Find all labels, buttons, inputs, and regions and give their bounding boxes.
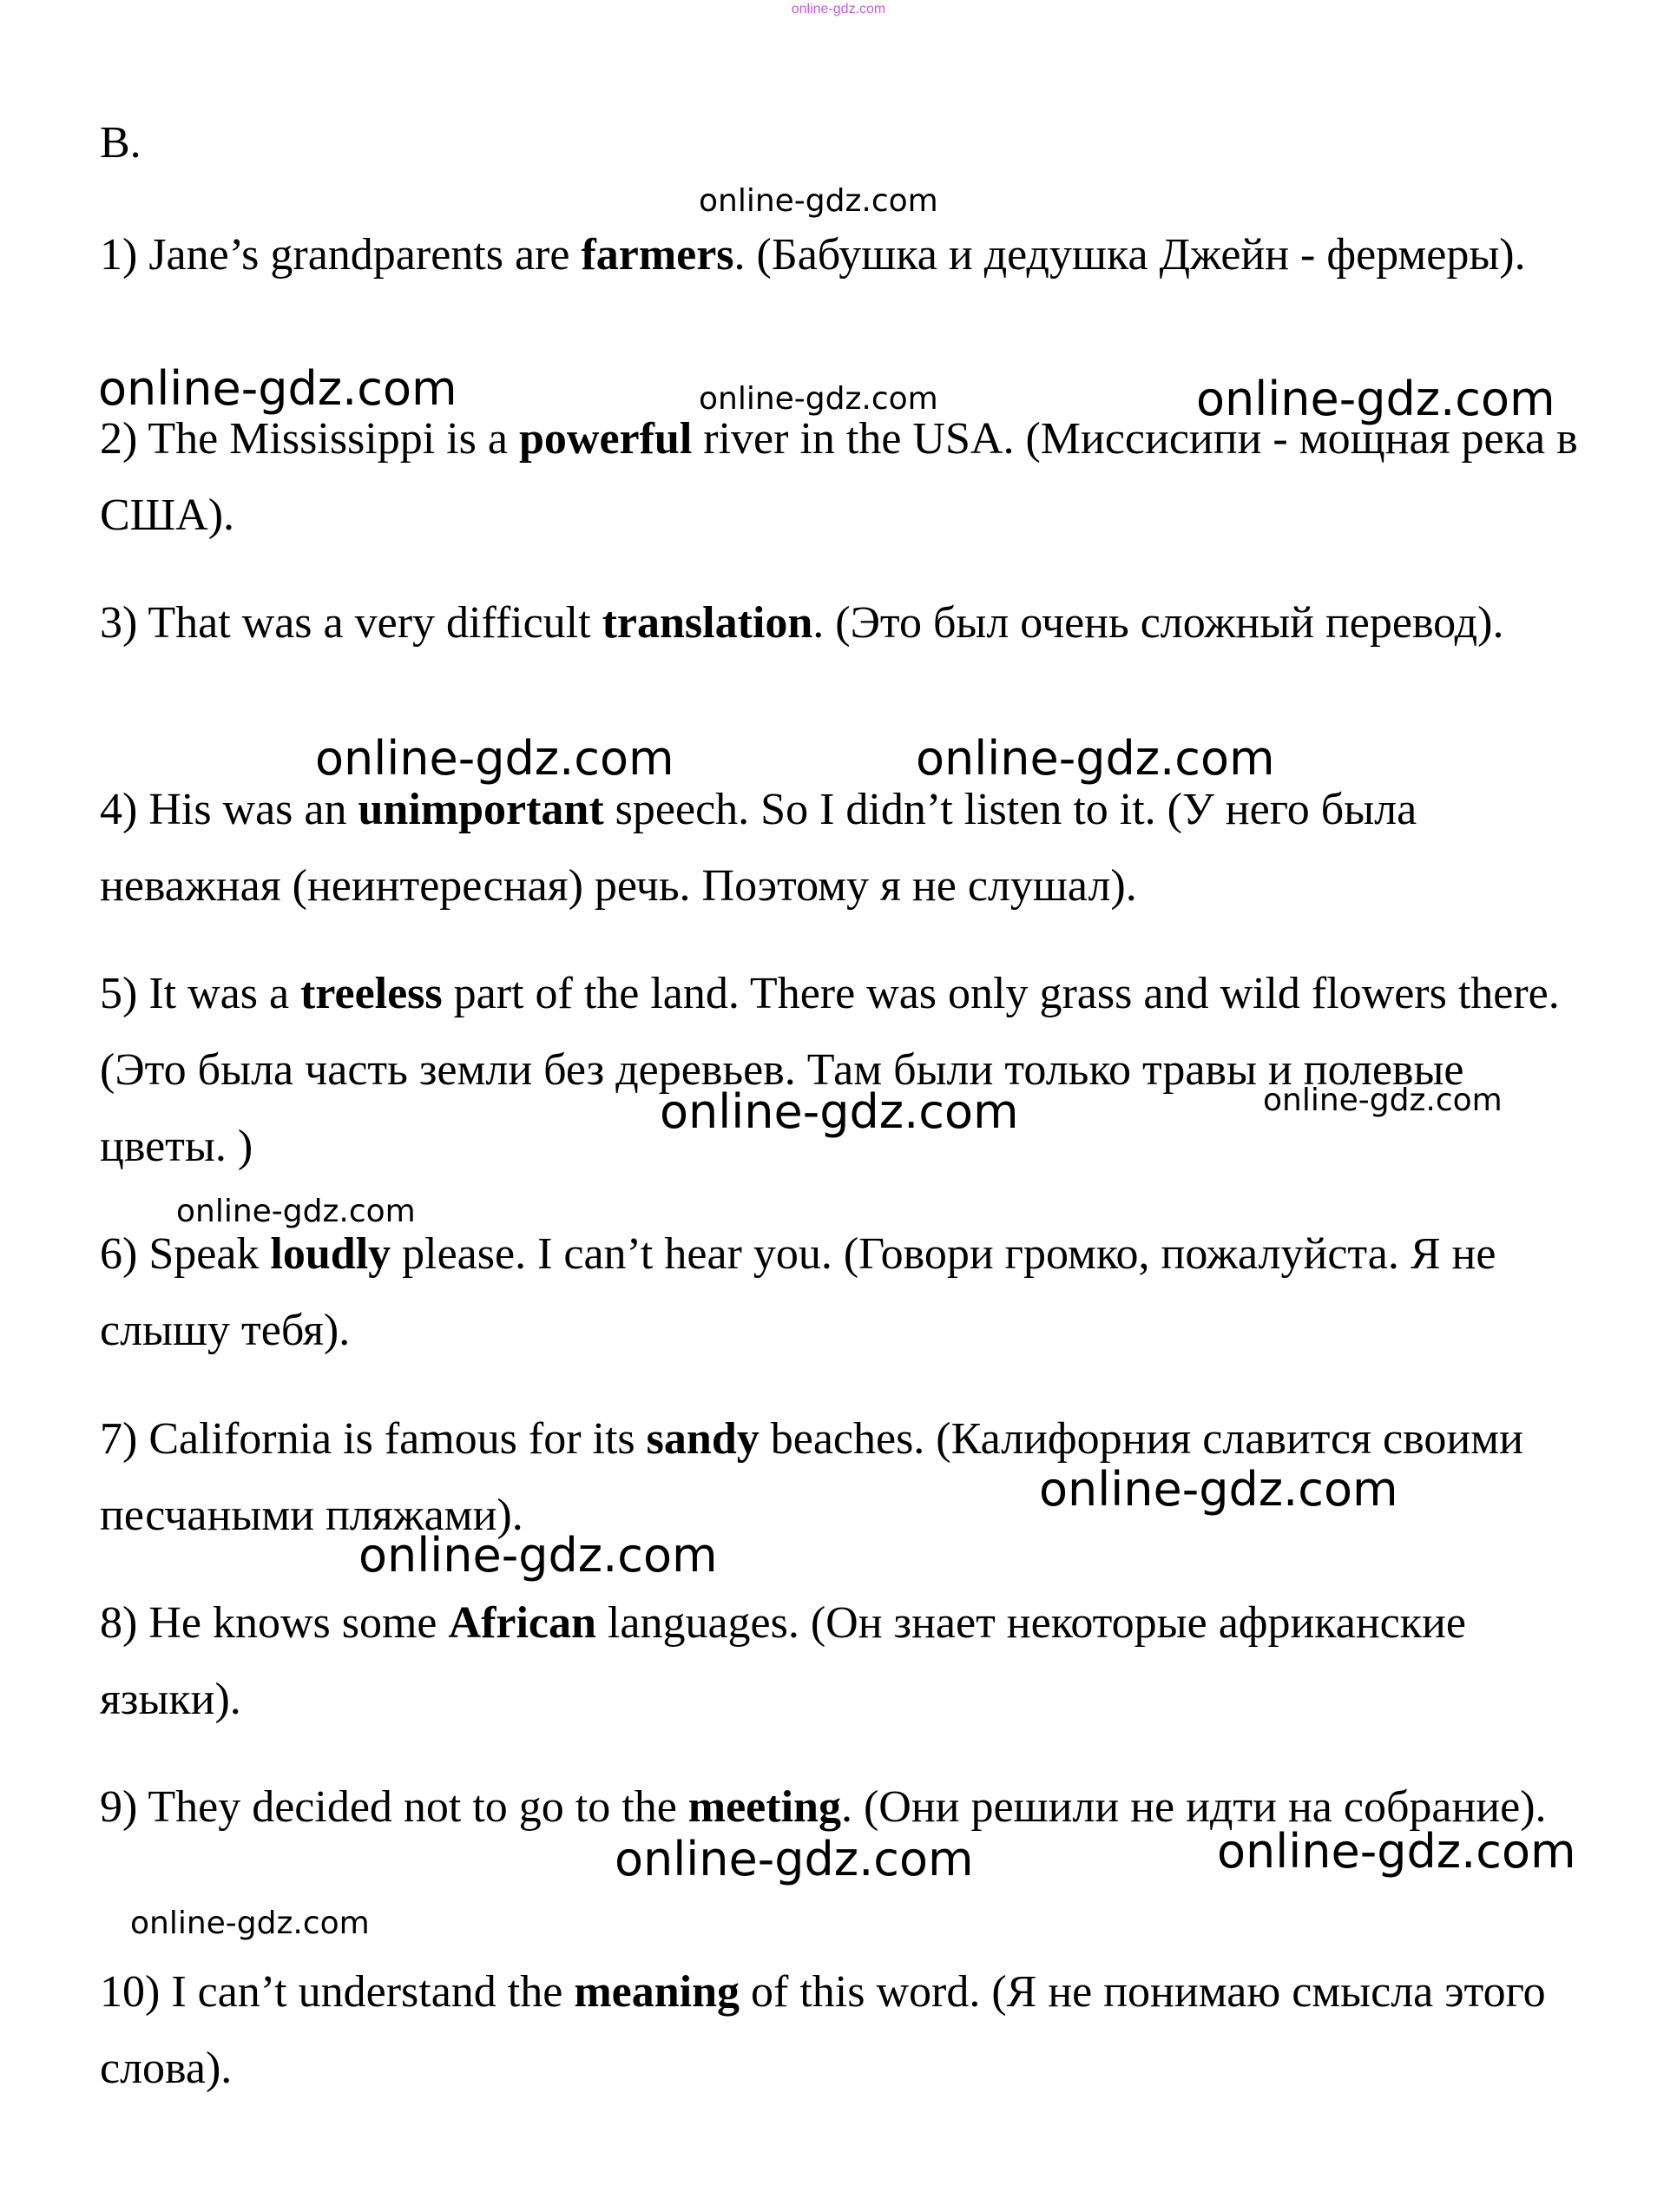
watermark: online-gdz.com [1039,1462,1398,1517]
list-item: 8) He knows some African languages. (Он знает некоторые африканские языки). [100,1598,1466,1724]
watermark: online-gdz.com [130,1906,370,1941]
list-item: 9) They decided not to go to the meeting. (Они решили не идти на собрание). [100,1782,1547,1832]
watermark: online-gdz.com [176,1194,416,1229]
watermark: online-gdz.com [315,731,674,786]
list-item: 5) It was a treeless part of the land. There was only grass and wild flowers there. (Это была часть земли без деревьев. Там были только травы и полевые цветы. ) [100,969,1560,1171]
watermark: online-gdz.com [615,1832,974,1886]
list-item: 6) Speak loudly please. I can’t hear you. (Говори громко, пожалуйста. Я не слышу тебя). [100,1229,1496,1355]
list-item: 3) That was a very difficult translation. (Это был очень сложный перевод). [100,598,1504,648]
watermark: online-gdz.com [1263,1083,1503,1118]
watermark: online-gdz.com [1217,1824,1576,1879]
list-item: 7) California is famous for its sandy beaches. (Калифорния славится своими песчаными пляжами). [100,1414,1523,1540]
watermark: online-gdz.com [699,381,938,417]
list-item: 2) The Mississippi is a powerful river in the USA. (Миссисипи - мощная река в США). [100,414,1578,540]
watermark: online-gdz.com [358,1528,718,1583]
list-item: 1) Jane’s grandparents are farmers. (Бабушка и дедушка Джейн - фермеры). [100,230,1526,280]
list-item: 4) His was an unimportant speech. So I didn’t listen to it. (У него была неважная (неинтересная) речь. Поэтому я не слушал). [100,785,1417,911]
watermark: online-gdz.com [916,731,1275,786]
list-item: 10) I can’t understand the meaning of this word. (Я не понимаю смысла этого слова). [100,1967,1546,2093]
watermark: online-gdz.com [699,183,938,219]
watermark: online-gdz.com [1196,372,1555,426]
watermark: online-gdz.com [98,361,457,416]
section-label: B. [100,118,141,168]
watermark: online-gdz.com [660,1084,1019,1139]
header-site-label: online-gdz.com [791,2,886,16]
